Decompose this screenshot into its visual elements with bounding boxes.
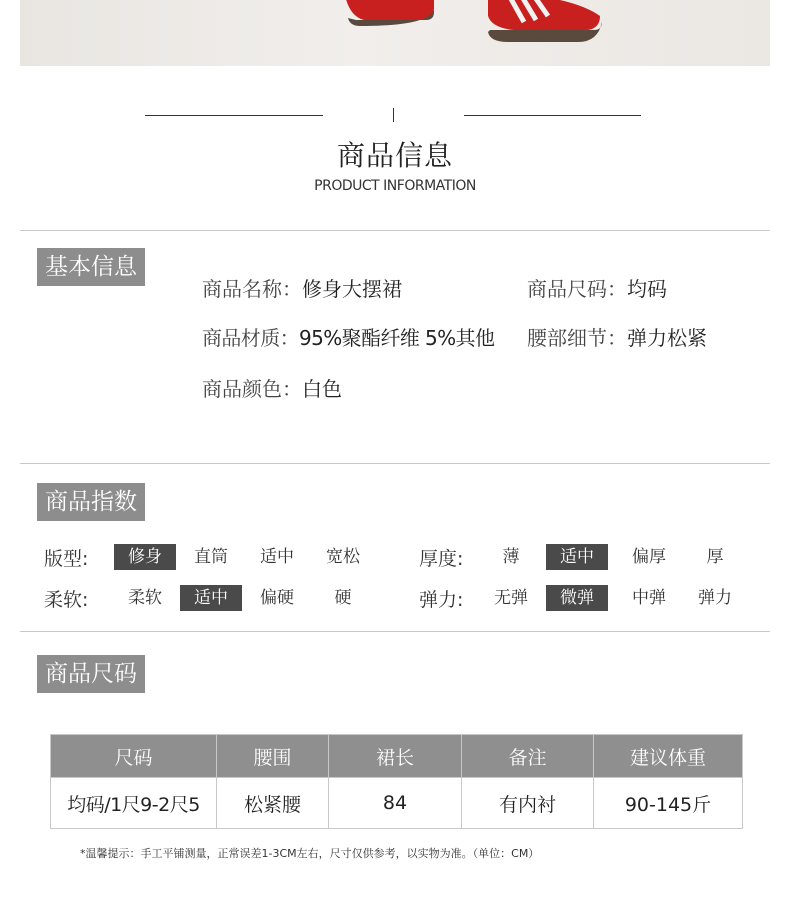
fit-label: 版型: xyxy=(44,548,89,570)
info-item-waist xyxy=(527,322,707,351)
column-header: 裙长 xyxy=(329,735,462,778)
info-label: 商品尺码： xyxy=(527,277,627,301)
info-label: 商品颜色： xyxy=(202,377,302,401)
softness-option-hard: 硬 xyxy=(334,588,352,608)
size-note: *温馨提示：手工平铺测量，正常误差1-3CM左右，尺寸仅供参考，以实物为准。（单位：CM） xyxy=(80,847,540,860)
fit-option-slim: 修身 xyxy=(114,544,176,570)
thickness-option-thicker: 偏厚 xyxy=(632,547,666,567)
index-tag: 商品指数 xyxy=(37,483,145,521)
thickness-option-thin: 薄 xyxy=(502,547,520,567)
column-header: 腰围 xyxy=(217,735,329,778)
thickness-option-thick: 厚 xyxy=(706,547,724,567)
elasticity-label: 弹力: xyxy=(419,589,464,611)
softness-option-soft: 柔软 xyxy=(128,588,162,608)
info-label: 腰部细节： xyxy=(527,326,627,350)
fit-option-straight: 直筒 xyxy=(194,547,228,567)
thickness-option-medium: 适中 xyxy=(546,544,608,570)
divider xyxy=(20,230,770,231)
product-photo xyxy=(20,0,770,66)
elasticity-option-slight: 微弹 xyxy=(546,585,608,611)
column-header: 备注 xyxy=(462,735,594,778)
softness-option-harder: 偏硬 xyxy=(260,588,294,608)
table-cell: 84 xyxy=(329,778,462,829)
fit-option-regular: 适中 xyxy=(260,547,294,567)
red-sneaker-right-image xyxy=(468,0,604,46)
table-cell: 90-145斤 xyxy=(594,778,743,829)
header-tick xyxy=(393,108,394,122)
elasticity-option-medium: 中弹 xyxy=(632,588,666,608)
red-sneaker-left-image xyxy=(338,0,438,30)
size-table xyxy=(50,734,743,829)
info-label: 商品材质： xyxy=(202,326,299,350)
fit-option-loose: 宽松 xyxy=(326,547,360,567)
info-item-size xyxy=(527,273,667,302)
page-subtitle: PRODUCT INFORMATION xyxy=(314,178,476,194)
info-item-color xyxy=(202,373,342,402)
thickness-label: 厚度: xyxy=(419,548,464,570)
page-title: 商品信息 xyxy=(336,139,453,172)
info-item-material xyxy=(202,322,494,351)
header-left-line xyxy=(145,115,323,116)
info-value: 95%聚酯纤维 5%其他 xyxy=(299,326,495,350)
table-cell: 有内衬 xyxy=(462,778,594,829)
divider xyxy=(20,463,770,464)
info-value: 弹力松紧 xyxy=(627,326,707,350)
elasticity-option-none: 无弹 xyxy=(494,588,528,608)
info-value: 修身大摆裙 xyxy=(302,277,402,301)
divider xyxy=(20,631,770,632)
table-row xyxy=(51,778,743,829)
info-item-name xyxy=(202,273,402,302)
info-value: 均码 xyxy=(627,277,667,301)
column-header: 建议体重 xyxy=(594,735,743,778)
info-value: 白色 xyxy=(302,377,342,401)
column-header: 尺码 xyxy=(51,735,217,778)
softness-label: 柔软: xyxy=(44,589,89,611)
info-label: 商品名称： xyxy=(202,277,302,301)
basic-info-tag: 基本信息 xyxy=(37,248,145,286)
table-cell: 松紧腰 xyxy=(217,778,329,829)
size-table-header xyxy=(51,735,743,778)
softness-option-medium: 适中 xyxy=(180,585,242,611)
header-right-line xyxy=(464,115,641,116)
table-cell: 均码/1尺9-2尺5 xyxy=(51,778,217,829)
size-tag: 商品尺码 xyxy=(37,655,145,693)
elasticity-option-high: 弹力 xyxy=(698,588,732,608)
